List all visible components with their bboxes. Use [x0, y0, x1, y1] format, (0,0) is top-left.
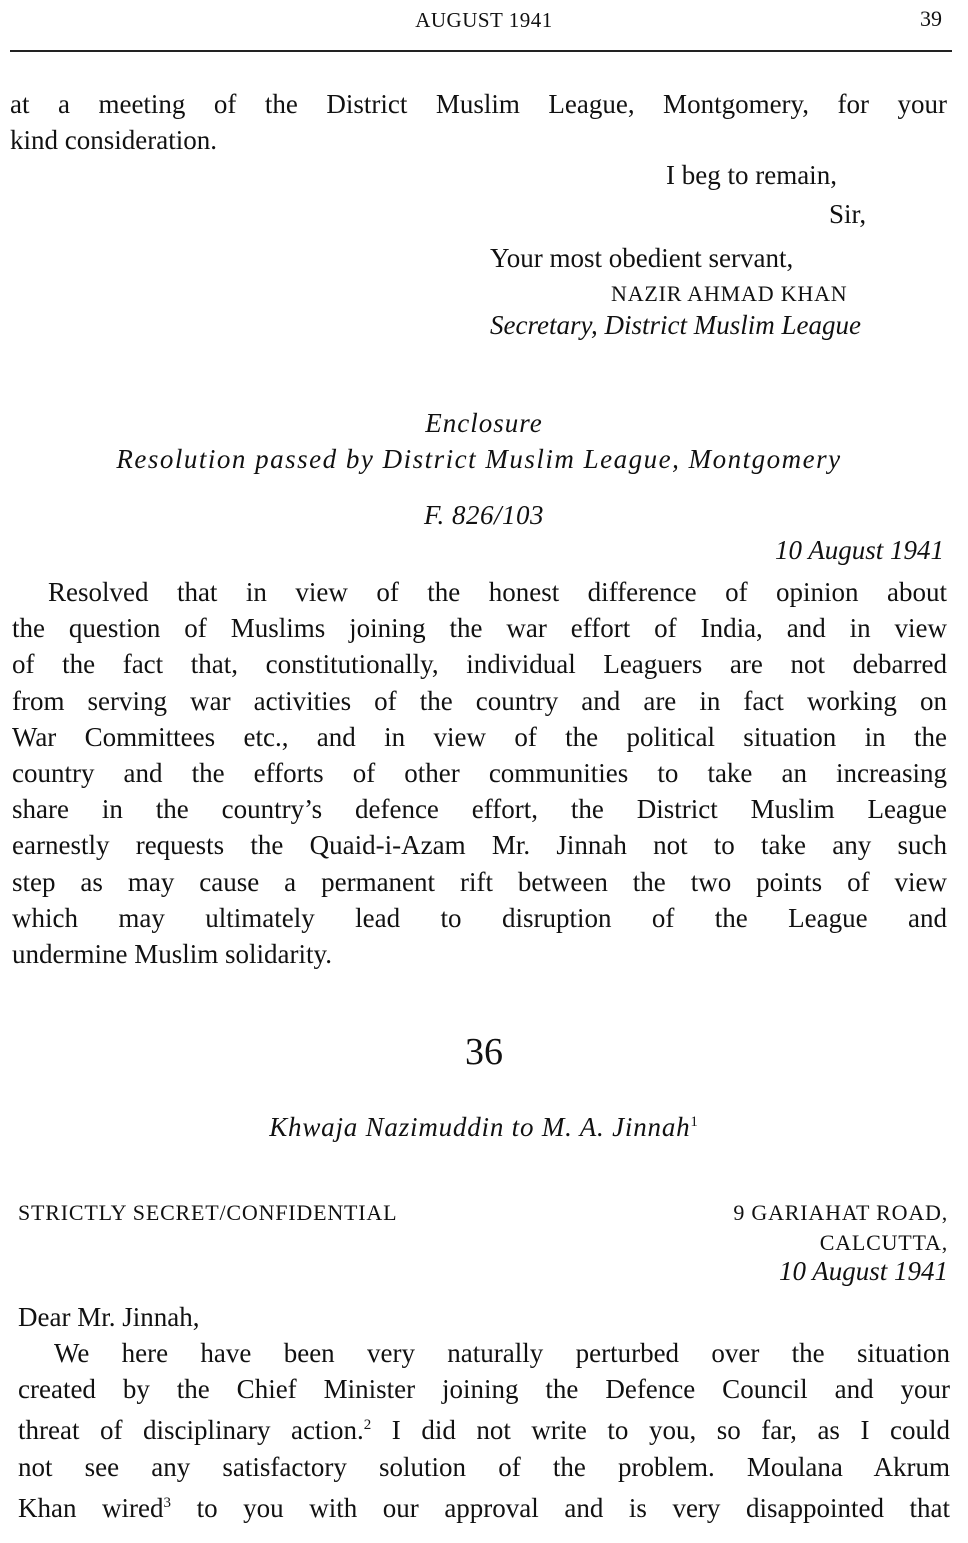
text-line: undermine Muslim solidarity.: [12, 939, 332, 970]
enclosure-subheading: Resolution passed by District Muslim League, Montgomery: [116, 444, 842, 474]
text-line: War Committees etc., and in view of the political situation in the: [12, 721, 947, 752]
classification: STRICTLY SECRET/CONFIDENTIAL: [18, 1200, 398, 1225]
text-line: of the fact that, constitutionally, individual Leaguers are not debarred: [12, 649, 947, 680]
closing-servant: Your most obedient servant,: [490, 243, 794, 273]
letter-title: Khwaja Nazimuddin to M. A. Jinnah$^1$: [269, 1112, 699, 1142]
text-line: share in the country’s defence effort, the District Muslim League: [12, 794, 947, 825]
signatory-name: NAZIR AHMAD KHAN: [611, 281, 848, 306]
salutation: Dear Mr. Jinnah,: [18, 1302, 200, 1332]
text-line: not see any satisfactory solution of the problem. Moulana Akrum: [18, 1451, 950, 1482]
closing-remain: I beg to remain,: [666, 160, 837, 190]
text-line: threat of disciplinary action.$^2$ I did not write to you, so far, as I could: [18, 1415, 950, 1446]
letter-body: [18, 1335, 950, 1526]
text-line: step as may cause a permanent rift between the two points of view: [12, 866, 947, 897]
text-line: created by the Chief Minister joining the Defence Council and your: [18, 1374, 950, 1405]
enclosure-date: 10 August 1941: [774, 535, 944, 565]
text-line: Resolved that in view of the honest difference of opinion about: [48, 577, 947, 607]
footnote-ref: 3: [163, 1494, 172, 1511]
signatory-title: Secretary, District Muslim League: [490, 310, 861, 340]
text-line: country and the efforts of other communities to take an increasing: [12, 758, 947, 789]
text-line: Khan wired$^3$ to you with our approval and is very disappointed that: [18, 1492, 951, 1523]
resolution-paragraph: [12, 574, 947, 972]
continued-paragraph: [10, 86, 947, 158]
address-line-1: 9 GARIAHAT ROAD,: [733, 1200, 948, 1225]
text-line: We here have been very naturally perturbed over the situation: [54, 1338, 950, 1368]
footnote-ref: 1: [690, 1114, 699, 1130]
text-line: which may ultimately lead to disruption of the League and: [12, 902, 947, 933]
header-rule: [10, 50, 952, 52]
enclosure-heading: Enclosure: [425, 408, 543, 438]
document-number: 36: [465, 1031, 503, 1073]
text-line: the question of Muslims joining the war effort of India, and in view: [12, 613, 947, 644]
address-line-2: CALCUTTA,: [819, 1230, 948, 1255]
footnote-ref: 2: [363, 1417, 372, 1434]
text-line: at a meeting of the District Muslim League, Montgomery, for your: [10, 89, 947, 119]
file-reference: F. 826/103: [423, 500, 544, 530]
text-line: from serving war activities of the country and are in fact working on: [12, 685, 947, 716]
closing-sir: Sir,: [829, 199, 867, 229]
page-number: 39: [920, 6, 942, 31]
running-title: AUGUST 1941: [415, 8, 553, 32]
letter-date: 10 August 1941: [778, 1256, 948, 1286]
text-line: earnestly requests the Quaid-i-Azam Mr. Jinnah not to take any such: [12, 830, 947, 861]
text-line: kind consideration.: [10, 125, 217, 156]
